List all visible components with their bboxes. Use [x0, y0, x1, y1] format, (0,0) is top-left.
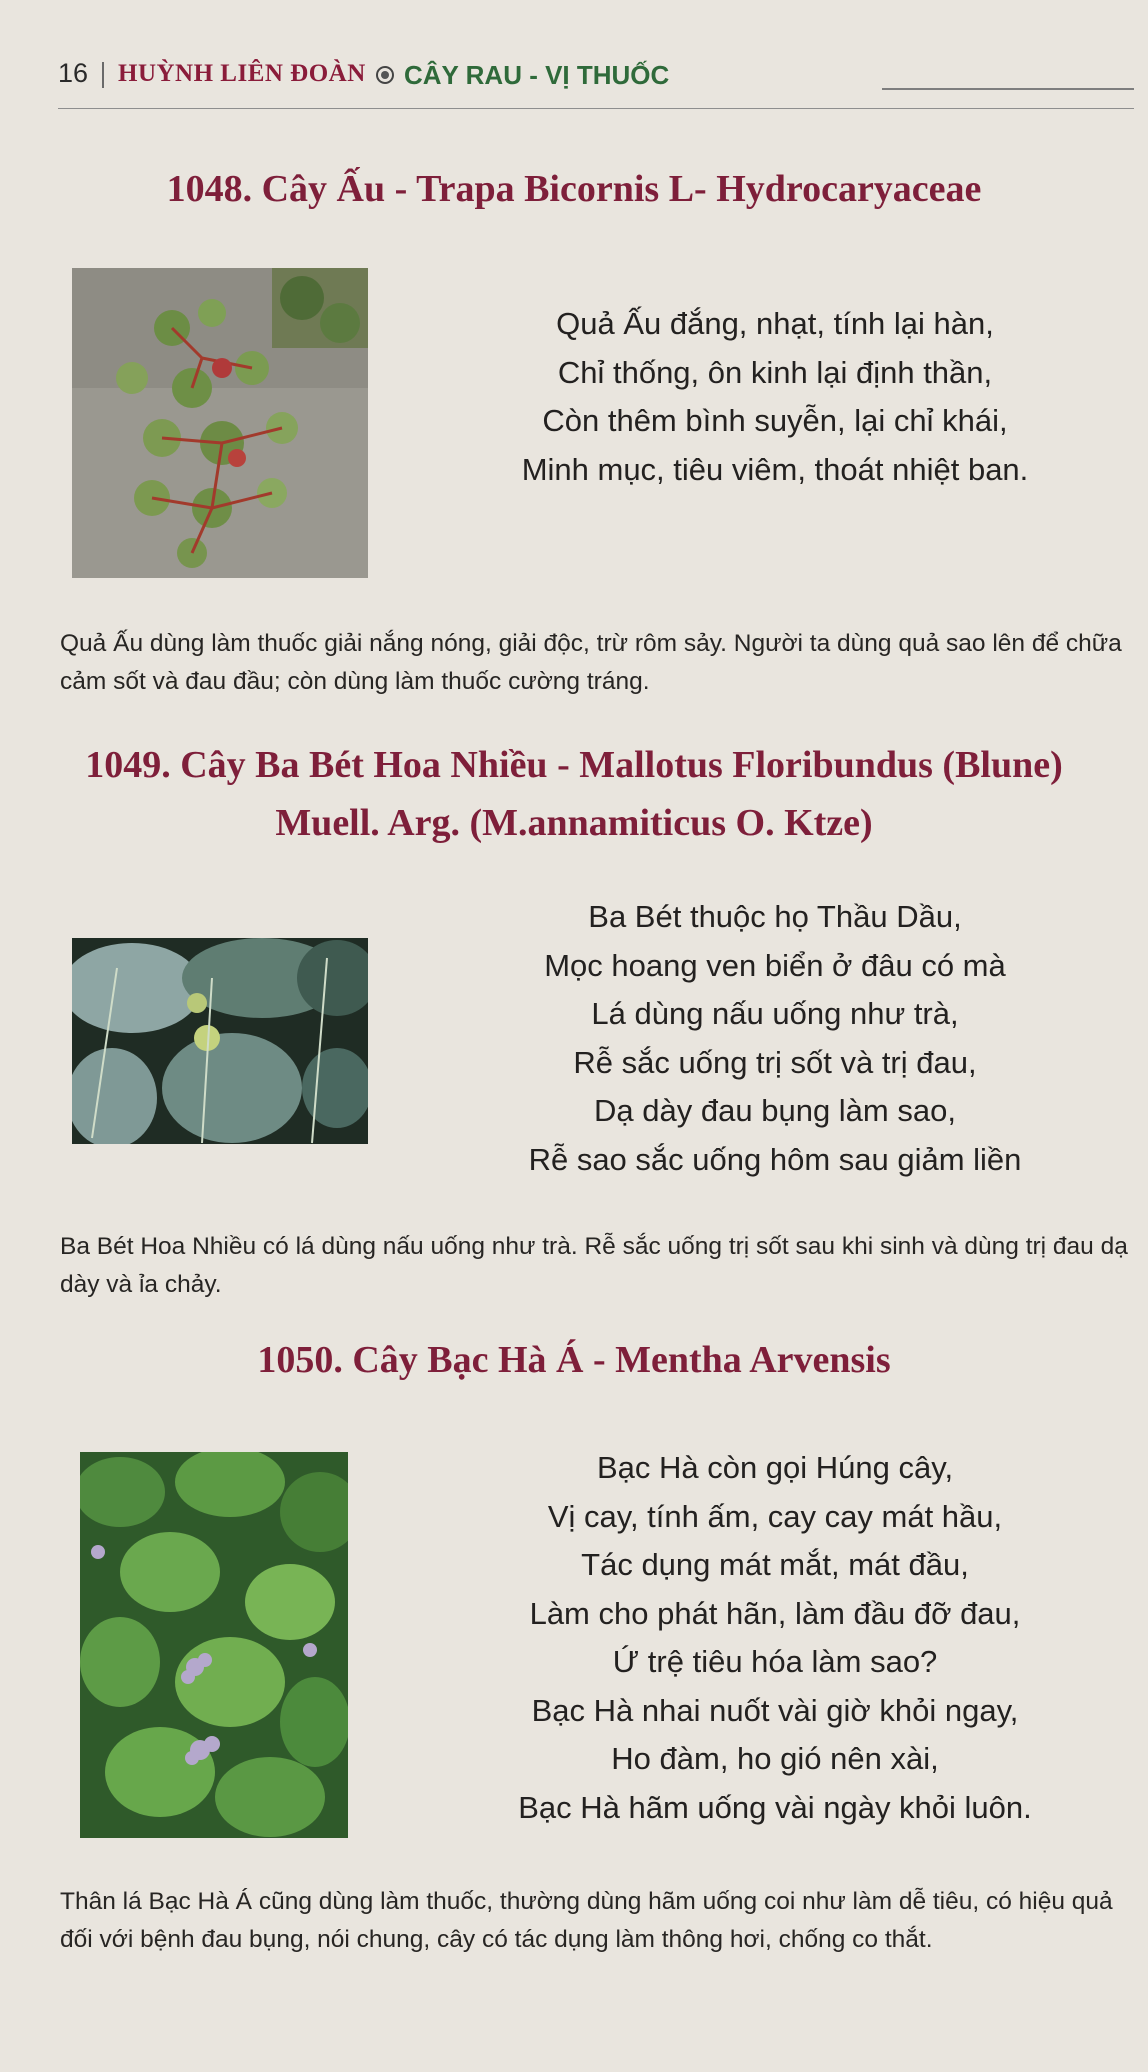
- poem-line: Bạc Hà nhai nuốt vài giờ khỏi ngay,: [531, 1692, 1019, 1728]
- poem-1050: [430, 1444, 1120, 1832]
- header-underline: [58, 108, 1134, 109]
- page-number: 16: [58, 58, 89, 88]
- poem-line: Bạc Hà hãm uống vài ngày khỏi luôn.: [518, 1789, 1032, 1825]
- poem-line: Chỉ thống, ôn kinh lại định thần,: [557, 354, 993, 390]
- poem-line: Dạ dày đau bụng làm sao,: [594, 1093, 956, 1128]
- poem-1049: [430, 893, 1120, 1184]
- poem-line: Tác dụng mát mắt, mát đầu,: [581, 1547, 969, 1582]
- poem-line: Ho đàm, ho gió nên xài,: [611, 1741, 939, 1776]
- poem-line: Làm cho phát hãn, làm đầu đỡ đau,: [529, 1595, 1021, 1631]
- poem-line: Ứ trệ tiêu hóa làm sao?: [612, 1644, 938, 1679]
- entry-description-1050: Thân lá Bạc Hà Á cũng dùng làm thuốc, thường dùng hãm uống coi như làm dễ tiêu, có hiệu quả đối với bệnh đau bụng, nói chung, cây có tác dụng làm thông hơi, chống co thắt.: [60, 1888, 1113, 1953]
- book-title: CÂY RAU - VỊ THUỐC: [404, 60, 670, 90]
- water-caltrop-plant-photo: [72, 268, 368, 578]
- mint-plant-photo: [80, 1452, 348, 1838]
- entry-title-1050: 1050. Cây Bạc Hà Á - Mentha Arvensis: [257, 1339, 891, 1381]
- poem-line: Quả Ấu đắng, nhạt, tính lại hàn,: [556, 306, 994, 341]
- entry-title-1049: [40, 736, 1108, 852]
- page-header: [58, 58, 1138, 118]
- poem-line: Ba Bét thuộc họ Thầu Dầu,: [588, 899, 962, 934]
- entry-title-line: Muell. Arg. (M.annamiticus O. Ktze): [275, 802, 873, 844]
- circle-logo-icon: [376, 66, 394, 84]
- mallotus-leaves-photo: [72, 938, 368, 1144]
- poem-1048: [430, 300, 1120, 494]
- poem-line: Lá dùng nấu uống như trà,: [591, 996, 959, 1031]
- header-rule: [882, 88, 1134, 90]
- entry-title-1048: 1048. Cây Ấu - Trapa Bicornis L- Hydrocaryaceae: [166, 168, 982, 210]
- poem-line: Rễ sao sắc uống hôm sau giảm liền: [528, 1141, 1022, 1177]
- poem-line: Còn thêm bình suyễn, lại chỉ khái,: [542, 403, 1008, 438]
- poem-line: Minh mục, tiêu viêm, thoát nhiệt ban.: [521, 451, 1029, 487]
- entry-description-1048: Quả Ấu dùng làm thuốc giải nắng nóng, giải độc, trừ rôm sảy. Người ta dùng quả sao lên để chữa cảm sốt và đau đầu; còn dùng làm thuốc cường tráng.: [60, 630, 1122, 695]
- poem-line: Rễ sắc uống trị sốt và trị đau,: [573, 1044, 977, 1080]
- author-name: HUỲNH LIÊN ĐOÀN: [118, 60, 366, 87]
- poem-line: Vị cay, tính ấm, cay cay mát hầu,: [547, 1498, 1003, 1534]
- entry-description-1049: Ba Bét Hoa Nhiều có lá dùng nấu uống như trà. Rễ sắc uống trị sốt sau khi sinh và dùng trị đau dạ dày và ỉa chảy.: [60, 1233, 1128, 1298]
- entry-title-line: 1049. Cây Ba Bét Hoa Nhiều - Mallotus Floribundus (Blune): [85, 744, 1063, 786]
- header-divider: [102, 62, 104, 88]
- poem-line: Bạc Hà còn gọi Húng cây,: [596, 1450, 954, 1485]
- poem-line: Mọc hoang ven biển ở đâu có mà: [544, 947, 1006, 983]
